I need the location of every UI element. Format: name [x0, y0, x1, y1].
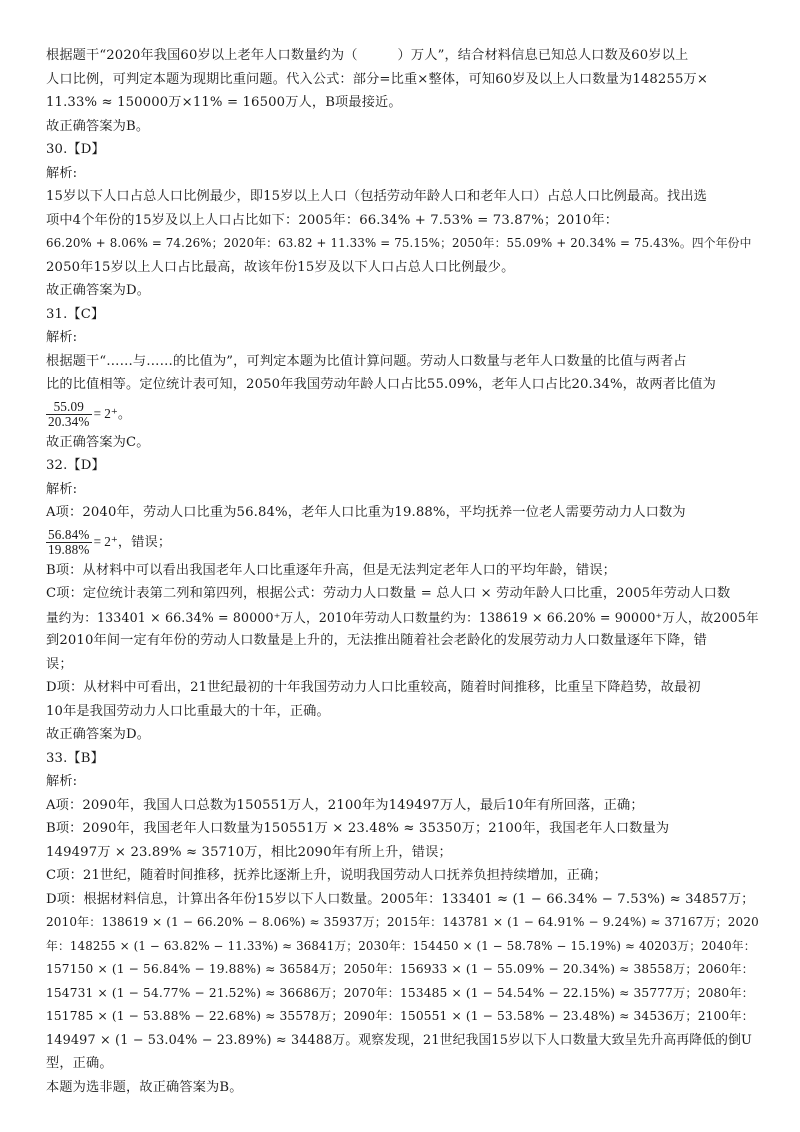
fraction-result: = 2⁺ [93, 405, 118, 421]
fraction-numerator: 56.84% [48, 526, 90, 542]
ratio-formula-q31 [46, 397, 760, 431]
text-line: B项：2090年，我国老年人口数量为150551万 × 23.48% ≈ 35350万；2100年，我国老年人口数量为 [46, 821, 670, 836]
text-line: 解析: [46, 165, 78, 181]
text-line: 149497万 × 23.89% ≈ 35710万，相比2090年有所上升，错误； [46, 844, 452, 860]
text-line: A项：2090年，我国人口总数为150551万人，2100年为149497万人，最后10年有所回落，正确； [46, 797, 644, 813]
text-line: C项：定位统计表第二列和第四列，根据公式：劳动力人口数量 = 总人口 × 劳动年龄人口比重，2005年劳动人口数 [46, 586, 731, 601]
text-block-q32-start [46, 431, 760, 525]
text-line: 比的比值相等。定位统计表可知，2050年我国劳动年龄人口占比55.09%，老年人口占比20.34%，故两者比值为 [46, 377, 717, 392]
text-line: 2050年15岁以上人口占比最高，故该年份15岁及以下人口占总人口比例最少。 [46, 259, 515, 275]
text-line: D项：从材料中可看出，21世纪最初的十年我国劳动力人口比重较高，随着时间推移，比重呈下降趋势，故最初 [46, 680, 701, 695]
text-line: B项：从材料中可以看出我国老年人口比重逐年升高，但是无法判定老年人口的平均年龄，错误； [46, 562, 617, 578]
text-line: 10年是我国劳动力人口比重最大的十年，正确。 [46, 703, 330, 719]
answer-explanation-document [46, 44, 760, 1099]
fraction-denominator: 20.34% [48, 413, 90, 429]
fraction-numerator: 55.09 [46, 400, 92, 415]
text-line: D项：根据材料信息，计算出各年份15岁以下人口数量。2005年：133401 ≈ (1 − 66.34% − 7.53%) ≈ 34857万； [46, 891, 755, 907]
text-line: 33.【B】 [46, 750, 104, 766]
text-line: 故正确答案为D。 [46, 727, 151, 742]
text-line: 误； [46, 656, 73, 672]
text-line: 本题为选非题，故正确答案为B。 [46, 1079, 243, 1095]
text-line: 故正确答案为B。 [46, 118, 150, 134]
text-line: 31.【C】 [46, 306, 105, 322]
text-line: 量约为：133401 × 66.34% = 80000⁺万人，2010年劳动人口数量约为：138619 × 66.20% = 90000⁺万人，故2005年 [46, 609, 759, 625]
fraction [46, 528, 92, 557]
text-block-q32-q33 [46, 559, 760, 1100]
fraction [46, 400, 92, 429]
text-line: 15岁以下人口占总人口比例最少，即15岁以上人口（包括劳动年龄人口和老年人口）占总人口比例最高。找出选 [46, 189, 708, 204]
text-line: 项中4个年份的15岁及以上人口占比如下：2005年：66.34% + 7.53% = 73.87%；2010年： [46, 212, 619, 228]
fraction-end: ，错误； [117, 534, 172, 550]
ratio-formula-q32 [46, 525, 760, 559]
text-line: 149497 × (1 − 53.04% − 23.89%) ≈ 34488万。观察发现，21世纪我国15岁以下人口数量大致呈先升高再降低的倒U [46, 1032, 752, 1048]
fraction-result: = 2⁺ [93, 533, 118, 549]
text-line: 11.33% ≈ 150000万×11% = 16500万人，B项最接近。 [46, 95, 402, 110]
text-line: 151785 × (1 − 53.88% − 22.68%) ≈ 35578万；2090年：150551 × (1 − 53.58% − 23.48%) ≈ 34536万；2100年： [46, 1009, 755, 1023]
text-line: 到2010年间一定有年份的劳动人口数量是上升的，无法推出随着社会老龄化的发展劳动力人口数量逐年下降，错 [46, 633, 708, 648]
text-line: 人口比例，可判定本题为现期比重问题。代入公式：部分=比重×整体，可知60岁及以上人口数量为148255万× [46, 71, 709, 87]
text-line: 解析: [46, 481, 78, 497]
text-block-q29-q31 [46, 44, 760, 397]
text-line: 根据题干“2020年我国60岁以上老年人口数量约为（ ）万人”，结合材料信息已知总人口数及60岁以上 [46, 48, 689, 63]
text-line: 故正确答案为C。 [46, 434, 150, 450]
text-line: 30.【D】 [46, 142, 105, 157]
text-line: 年：148255 × (1 − 63.82% − 11.33%) ≈ 36841万；2030年：154450 × (1 − 58.78% − 15.19%) ≈ 40203万；2040年： [46, 938, 756, 953]
text-line: A项：2040年，劳动人口比重为56.84%，老年人口比重为19.88%，平均抚养一位老人需要劳动力人口数为 [46, 505, 686, 520]
text-line: 154731 × (1 − 54.77% − 21.52%) ≈ 36686万；2070年：153485 × (1 − 54.54% − 22.15%) ≈ 35777万；2080年： [46, 985, 755, 1000]
text-line: 型，正确。 [46, 1056, 113, 1071]
text-line: 根据题干“……与……的比值为”，可判定本题为比值计算问题。劳动人口数量与老年人口数量的比值与两者占 [46, 353, 687, 369]
text-line: 解析: [46, 774, 78, 789]
text-line: 2010年：138619 × (1 − 66.20% − 8.06%) ≈ 35937万；2015年：143781 × (1 − 64.91% − 9.24%) ≈ 37167万；2020 [46, 915, 759, 929]
text-line: 故正确答案为D。 [46, 283, 151, 298]
fraction-denominator: 19.88% [48, 541, 90, 557]
text-line: 157150 × (1 − 56.84% − 19.88%) ≈ 36584万；2050年：156933 × (1 − 55.09% − 20.34%) ≈ 38558万；2060年： [46, 962, 755, 976]
text-line: 32.【D】 [46, 458, 105, 473]
fraction-end: 。 [117, 406, 132, 422]
text-line: C项：21世纪，随着时间推移，抚养比逐渐上升，说明我国劳动人口抚养负担持续增加，正确； [46, 868, 607, 883]
text-line: 66.20% + 8.06% = 74.26%；2020年：63.82 + 11.33% = 75.15%；2050年：55.09% + 20.34% = 75.43%。四个年份中 [46, 236, 752, 250]
text-line: 解析: [46, 330, 78, 345]
